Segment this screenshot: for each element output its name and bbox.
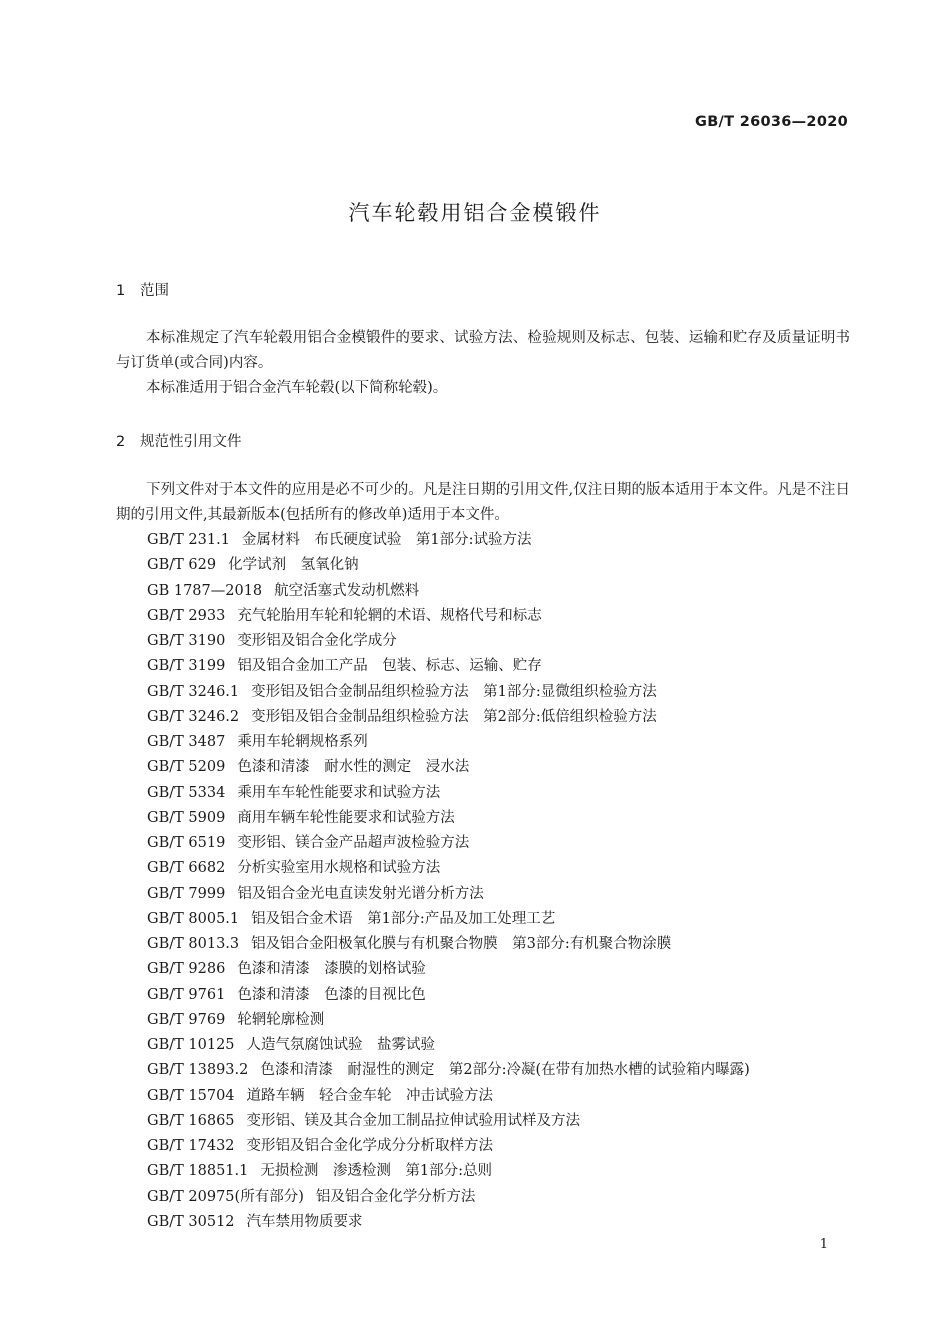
section-number: 1 (116, 283, 126, 299)
reference-item (147, 882, 750, 907)
reference-code: GB/T 17432 (147, 1138, 235, 1154)
reference-code: GB 1787—2018 (147, 582, 263, 599)
document-title: 汽车轮毂用铝合金模锻件 (348, 201, 602, 225)
section-title: 范围 (140, 283, 169, 299)
section-heading-scope (116, 279, 169, 300)
reference-item (147, 528, 750, 553)
reference-item (147, 983, 750, 1008)
reference-item (147, 553, 750, 578)
reference-item (147, 932, 750, 957)
reference-item (147, 831, 750, 856)
reference-title: 变形铝、镁合金产品超声波检验方法 (237, 835, 470, 851)
reference-code: GB/T 3487 (147, 734, 226, 750)
reference-item (147, 1109, 750, 1134)
reference-title: 轮辋轮廓检测 (237, 1011, 325, 1028)
reference-item (147, 907, 750, 932)
reference-code: GB/T 231.1 (147, 532, 230, 548)
reference-title: 变形铝及铝合金化学成分 (237, 633, 397, 649)
reference-title: 色漆和清漆 耐水性的测定 浸水法 (237, 759, 470, 776)
reference-title: 变形铝及铝合金化学成分分析取样方法 (246, 1138, 494, 1154)
reference-title: 分析实验室用水规格和试验方法 (237, 860, 441, 877)
reference-item (147, 755, 750, 780)
reference-code: GB/T 7999 (147, 885, 226, 902)
reference-code: GB/T 9286 (147, 961, 226, 978)
reference-title: 变形铝及铝合金制品组织检验方法 第2部分:低倍组织检验方法 (251, 708, 657, 725)
reference-code: GB/T 5909 (147, 809, 226, 826)
reference-code: GB/T 3246.2 (147, 708, 240, 725)
reference-title: 铝及铝合金术语 第1部分:产品及加工处理工艺 (251, 910, 556, 927)
reference-title: 乘用车车轮性能要求和试验方法 (237, 784, 441, 801)
reference-code: GB/T 8013.3 (147, 936, 240, 952)
paragraph-scope-2: 本标准适用于铝合金汽车轮毂(以下简称轮毂)。 (146, 380, 448, 396)
page-number: 1 (819, 1237, 828, 1252)
reference-code: GB/T 16865 (147, 1112, 235, 1129)
reference-code: GB/T 13893.2 (147, 1062, 249, 1079)
reference-title: 色漆和清漆 漆膜的划格试验 (237, 961, 426, 978)
reference-item (147, 1185, 750, 1210)
reference-item (147, 1210, 750, 1235)
reference-title: 铝及铝合金阳极氧化膜与有机聚合物膜 第3部分:有机聚合物涂膜 (251, 936, 672, 952)
reference-code: GB/T 629 (147, 557, 217, 574)
reference-code: GB/T 20975(所有部分) (147, 1188, 304, 1205)
reference-code: GB/T 9761 (147, 986, 226, 1003)
reference-code: GB/T 3199 (147, 658, 226, 675)
section-heading-normative-references (116, 430, 242, 451)
reference-item (147, 1084, 750, 1109)
reference-item (147, 1058, 750, 1083)
reference-item (147, 806, 750, 831)
reference-title: 金属材料 布氏硬度试验 第1部分:试验方法 (241, 532, 532, 548)
reference-title: 化学试剂 氢氧化钠 (228, 557, 359, 574)
reference-title: 变形铝及铝合金制品组织检验方法 第1部分:显微组织检验方法 (251, 683, 657, 700)
reference-code: GB/T 6682 (147, 860, 226, 877)
reference-item (147, 680, 750, 705)
reference-code: GB/T 9769 (147, 1011, 226, 1028)
reference-item (147, 1134, 750, 1159)
reference-item (147, 1008, 750, 1033)
reference-item (147, 856, 750, 881)
reference-title: 铝及铝合金加工产品 包装、标志、运输、贮存 (237, 658, 542, 675)
reference-title: 充气轮胎用车轮和轮辋的术语、规格代号和标志 (237, 607, 542, 624)
section-title: 规范性引用文件 (140, 434, 242, 450)
paragraph-references-intro: 下列文件对于本文件的应用是必不可少的。凡是注日期的引用文件,仅注日期的版本适用于本文件。凡是不注日期的引用文件,其最新版本(包括所有的修改单)适用于本文件。 (116, 482, 850, 523)
reference-item (147, 654, 750, 679)
reference-title: 航空活塞式发动机燃料 (274, 582, 420, 599)
reference-item (147, 781, 750, 806)
reference-title: 道路车辆 轻合金车轮 冲击试验方法 (246, 1087, 494, 1104)
section-number: 2 (116, 434, 126, 450)
reference-code: GB/T 18851.1 (147, 1163, 249, 1180)
reference-item (147, 705, 750, 730)
reference-title: 色漆和清漆 耐湿性的测定 第2部分:冷凝(在带有加热水槽的试验箱内曝露) (260, 1062, 750, 1079)
reference-code: GB/T 8005.1 (147, 910, 240, 927)
reference-code: GB/T 6519 (147, 835, 226, 851)
reference-code: GB/T 3246.1 (147, 683, 240, 700)
reference-item (147, 1033, 750, 1058)
reference-code: GB/T 10125 (147, 1037, 235, 1053)
reference-item (147, 604, 750, 629)
reference-item (147, 629, 750, 654)
reference-title: 色漆和清漆 色漆的目视比色 (237, 986, 426, 1003)
reference-item (147, 957, 750, 982)
reference-title: 商用车辆车轮性能要求和试验方法 (237, 809, 455, 826)
reference-title: 人造气氛腐蚀试验 盐雾试验 (246, 1037, 436, 1053)
reference-title: 乘用车轮辋规格系列 (237, 734, 368, 750)
standard-code: GB/T 26036—2020 (695, 114, 848, 130)
reference-title: 变形铝、镁及其合金加工制品拉伸试验用试样及方法 (246, 1112, 581, 1129)
reference-title: 铝及铝合金光电直读发射光谱分析方法 (237, 885, 484, 902)
reference-item (147, 1159, 750, 1184)
reference-code: GB/T 2933 (147, 607, 226, 624)
reference-code: GB/T 5334 (147, 784, 226, 801)
reference-title: 汽车禁用物质要求 (246, 1213, 363, 1230)
reference-list (147, 528, 750, 1235)
reference-code: GB/T 3190 (147, 633, 226, 649)
reference-item (147, 730, 750, 755)
reference-code: GB/T 15704 (147, 1087, 235, 1104)
reference-code: GB/T 5209 (147, 759, 226, 776)
reference-title: 铝及铝合金化学分析方法 (315, 1188, 476, 1205)
reference-title: 无损检测 渗透检测 第1部分:总则 (260, 1163, 492, 1180)
reference-item (147, 579, 750, 604)
paragraph-scope-1: 本标准规定了汽车轮毂用铝合金模锻件的要求、试验方法、检验规则及标志、包装、运输和贮存及质量证明书与订货单(或合同)内容。 (116, 330, 850, 371)
reference-code: GB/T 30512 (147, 1213, 235, 1230)
